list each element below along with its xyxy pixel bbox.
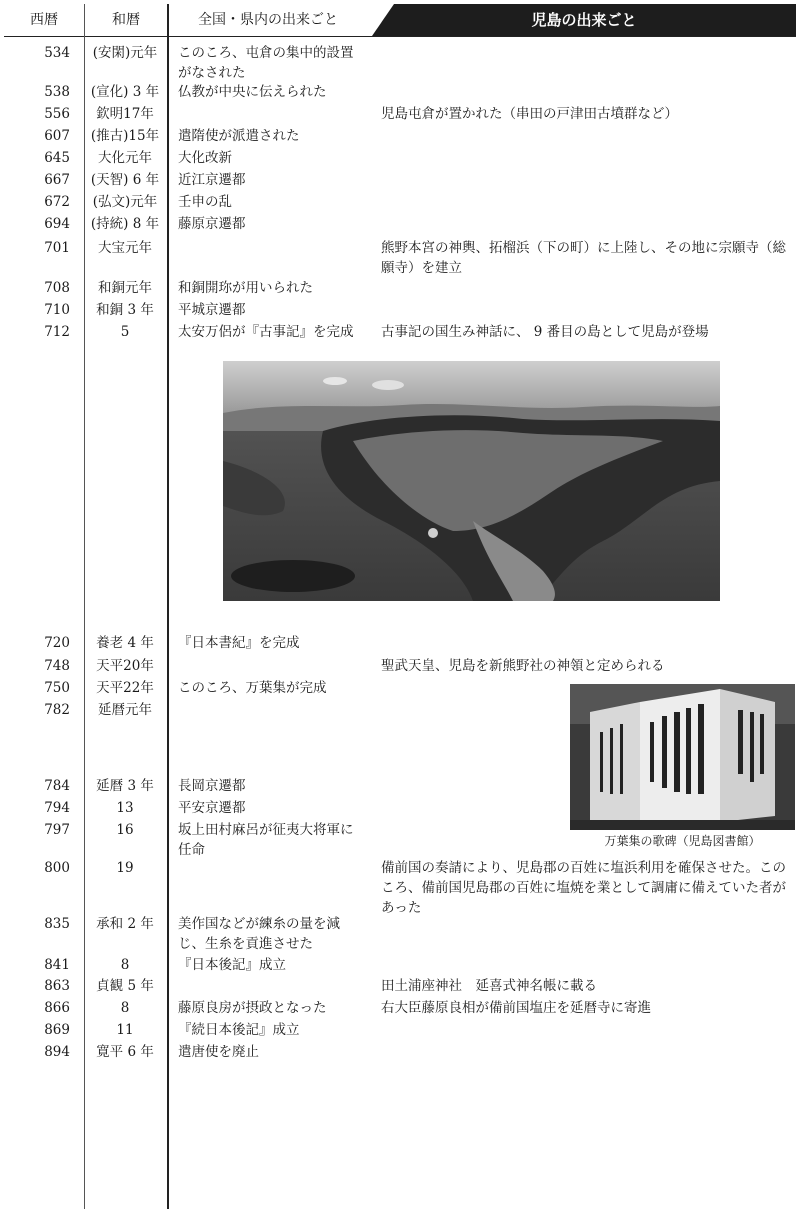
national-event: 美作国などが練糸の量を減じ、生糸を貢進させた <box>178 916 340 952</box>
year-cell: 835 <box>44 916 70 932</box>
year-cell: 866 <box>44 1000 70 1016</box>
wareki-cell: 延暦元年 <box>98 702 152 718</box>
wareki-cell: 天平20年 <box>96 658 154 674</box>
year-cell: 556 <box>44 106 70 122</box>
national-event: 『日本書紀』を完成 <box>178 635 300 651</box>
year-cell: 784 <box>44 778 70 794</box>
header-national: 全国・県内の出来ごと <box>198 12 338 28</box>
national-event: 遣隋使が派遣された <box>178 128 300 144</box>
aerial-photo-kojima <box>223 361 720 601</box>
header-divider <box>4 36 796 37</box>
year-cell: 712 <box>44 324 70 340</box>
year-cell: 794 <box>44 800 70 816</box>
monument-caption: 万葉集の歌碑（児島図書館） <box>604 834 761 848</box>
wareki-cell: (天智) 6 年 <box>90 172 160 188</box>
national-event: 壬申の乱 <box>178 194 232 210</box>
wareki-cell: 承和 2 年 <box>96 916 154 932</box>
year-cell: 538 <box>44 84 70 100</box>
national-event: 近江京遷都 <box>178 172 246 188</box>
header-year: 西暦 <box>30 12 58 28</box>
year-cell: 797 <box>44 822 70 838</box>
year-cell: 701 <box>44 240 70 256</box>
wareki-cell: 8 <box>120 957 130 973</box>
national-event: 平安京遷都 <box>178 800 246 816</box>
wareki-cell: 天平22年 <box>96 680 154 696</box>
kojima-event: 備前国の奏請により、児島郡の百姓に塩浜利用を確保させた。このころ、備前国児島郡の百姓に塩焼を業として調庸に備えていた者があった <box>381 860 786 916</box>
national-event: 大化改新 <box>178 150 232 166</box>
wareki-cell: 貞観 5 年 <box>96 978 154 994</box>
national-event: 『続日本後記』成立 <box>178 1022 300 1038</box>
wareki-cell: 養老 4 年 <box>96 635 154 651</box>
national-event: 遣唐使を廃止 <box>178 1044 259 1060</box>
year-cell: 607 <box>44 128 70 144</box>
wareki-cell: 11 <box>116 1022 134 1038</box>
header-wareki: 和暦 <box>112 12 140 28</box>
kojima-event: 聖武天皇、児島を新熊野社の神領と定められる <box>381 658 665 674</box>
wareki-cell: (安閑)元年 <box>92 45 158 61</box>
wareki-cell: 16 <box>116 822 134 838</box>
wareki-cell: 大化元年 <box>98 150 152 166</box>
wareki-cell: 8 <box>120 1000 130 1016</box>
national-event: 『日本後記』成立 <box>178 957 286 973</box>
year-cell: 534 <box>44 45 70 61</box>
year-cell: 750 <box>44 680 70 696</box>
year-cell: 645 <box>44 150 70 166</box>
wareki-cell: (弘文)元年 <box>92 194 158 210</box>
kojima-event: 田土浦座神社 延喜式神名帳に載る <box>381 978 597 994</box>
year-cell: 708 <box>44 280 70 296</box>
wareki-cell: (推古)15年 <box>90 128 160 144</box>
wareki-cell: (持統) 8 年 <box>90 216 160 232</box>
wareki-cell: 大宝元年 <box>98 240 152 256</box>
year-cell: 694 <box>44 216 70 232</box>
wareki-cell: 和銅元年 <box>98 280 152 296</box>
year-cell: 894 <box>44 1044 70 1060</box>
year-cell: 710 <box>44 302 70 318</box>
year-cell: 800 <box>44 860 70 876</box>
year-cell: 748 <box>44 658 70 674</box>
header-kojima: 児島の出来ごと <box>531 11 637 29</box>
year-cell: 841 <box>44 957 70 973</box>
year-cell: 782 <box>44 702 70 718</box>
wareki-cell: 欽明17年 <box>96 106 154 122</box>
national-event: 太安万侶が『古事記』を完成 <box>178 324 354 340</box>
wareki-cell: (宣化) 3 年 <box>90 84 160 100</box>
monument-photo <box>570 684 795 830</box>
kojima-event: 児島屯倉が置かれた（串田の戸津田古墳群など） <box>381 106 678 122</box>
national-event: 平城京遷都 <box>178 302 246 318</box>
national-event: 藤原京遷都 <box>178 216 246 232</box>
national-event: 坂上田村麻呂が征夷大将軍に任命 <box>178 822 354 858</box>
year-cell: 720 <box>44 635 70 651</box>
national-event: 仏教が中央に伝えられた <box>178 84 327 100</box>
wareki-cell: 13 <box>116 800 134 816</box>
national-event: 和銅開珎が用いられた <box>178 280 313 296</box>
wareki-cell: 5 <box>120 324 130 340</box>
kojima-event: 右大臣藤原良相が備前国塩庄を延暦寺に寄進 <box>381 1000 651 1016</box>
year-cell: 667 <box>44 172 70 188</box>
wareki-cell: 寛平 6 年 <box>96 1044 154 1060</box>
kojima-event: 熊野本宮の神輿、拓榴浜（下の町）に上陸し、その地に宗願寺（総願寺）を建立 <box>381 240 786 276</box>
wareki-cell: 和銅 3 年 <box>96 302 154 318</box>
national-event: 長岡京遷都 <box>178 778 246 794</box>
national-event: このころ、屯倉の集中的設置がなされた <box>178 45 354 81</box>
year-cell: 863 <box>44 978 70 994</box>
year-cell: 869 <box>44 1022 70 1038</box>
national-event: 藤原良房が摂政となった <box>178 1000 327 1016</box>
year-cell: 672 <box>44 194 70 210</box>
kojima-event: 古事記の国生み神話に、 9 番目の島として児島が登場 <box>381 324 709 340</box>
wareki-cell: 19 <box>116 860 134 876</box>
national-event: このころ、万葉集が完成 <box>178 680 327 696</box>
column-divider <box>167 4 169 1209</box>
wareki-cell: 延暦 3 年 <box>96 778 154 794</box>
